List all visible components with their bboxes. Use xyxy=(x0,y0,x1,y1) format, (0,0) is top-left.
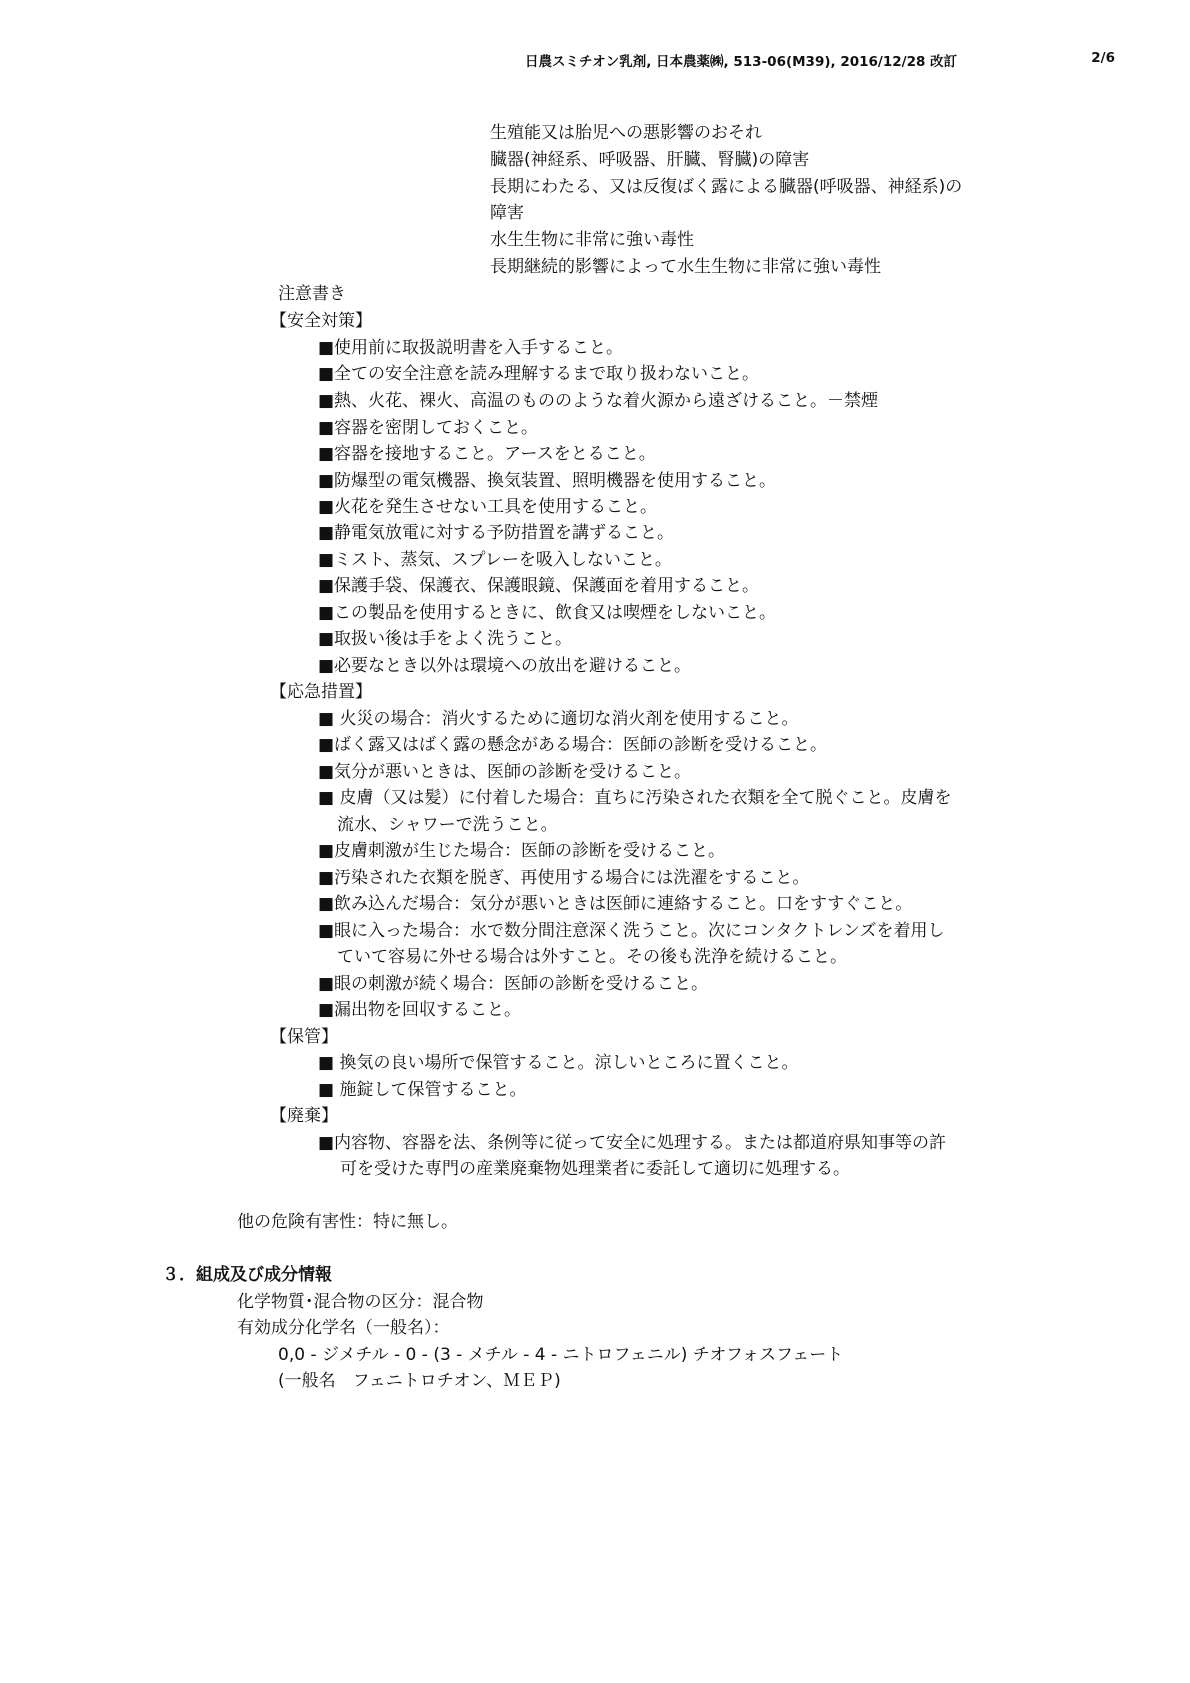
emergency-item: ■皮膚刺激が生じた場合：医師の診断を受けること。 xyxy=(318,841,726,861)
safety-item: ■保護手袋、保護衣、保護眼鏡、保護面を着用すること。 xyxy=(318,576,760,596)
hazard-statement: 障害 xyxy=(490,203,524,223)
safety-item: ■静電気放電に対する予防措置を講ずること。 xyxy=(318,523,675,543)
emergency-item: ■眼に入った場合：水で数分間注意深く洗うこと。次にコンタクトレンズを着用し xyxy=(318,921,945,941)
document-info: 日農スミチオン乳剤, 日本農薬㈱, 513-06(M39), 2016/12/28 改訂 xyxy=(525,54,958,70)
page-header xyxy=(525,50,1115,70)
emergency-item: ■漏出物を回収すること。 xyxy=(318,1000,522,1020)
emergency-item: ■気分が悪いときは、医師の診断を受けること。 xyxy=(318,762,692,782)
disposal-item: ■内容物、容器を法、条例等に従って安全に処理する。または都道府県知事等の許 xyxy=(318,1133,947,1153)
emergency-item: ■ばく露又はばく露の懸念がある場合：医師の診断を受けること。 xyxy=(318,735,828,755)
safety-item: ■容器を密閉しておくこと。 xyxy=(318,418,539,438)
emergency-item-continued: ていて容易に外せる場合は外すこと。その後も洗浄を続けること。 xyxy=(337,947,847,967)
disposal-heading: 【廃棄】 xyxy=(270,1106,338,1126)
safety-item: ■火花を発生させない工具を使用すること。 xyxy=(318,497,658,517)
other-hazards: 他の危険有害性：特に無し。 xyxy=(237,1212,458,1232)
emergency-item: ■ 皮膚（又は髪）に付着した場合：直ちに汚染された衣類を全て脱ぐこと。皮膚を xyxy=(318,788,952,808)
safety-item: ■この製品を使用するときに、飲食又は喫煙をしないこと。 xyxy=(318,603,777,623)
safety-item: ■熱、火花、裸火、高温のもののような着火源から遠ざけること。－禁煙 xyxy=(318,391,879,411)
safety-item: ■使用前に取扱説明書を入手すること。 xyxy=(318,338,624,358)
safety-heading: 【安全対策】 xyxy=(270,311,372,331)
section-3-title: ３．組成及び成分情報 xyxy=(162,1265,332,1285)
emergency-heading: 【応急措置】 xyxy=(270,682,372,702)
hazard-statement: 水生生物に非常に強い毒性 xyxy=(490,230,694,250)
precautionary-title: 注意書き xyxy=(278,284,346,304)
disposal-item-continued: 可を受けた専門の産業廃棄物処理業者に委託して適切に処理する。 xyxy=(340,1159,850,1179)
safety-item: ■全ての安全注意を読み理解するまで取り扱わないこと。 xyxy=(318,364,760,384)
safety-item: ■防爆型の電気機器、換気装置、照明機器を使用すること。 xyxy=(318,471,777,491)
safety-item: ■ミスト、蒸気、スプレーを吸入しないこと。 xyxy=(318,550,672,570)
storage-item: ■ 換気の良い場所で保管すること。涼しいところに置くこと。 xyxy=(318,1053,799,1073)
common-name: (一般名 フェニトロチオン、ＭＥＰ) xyxy=(278,1371,561,1391)
emergency-item: ■汚染された衣類を脱ぎ、再使用する場合には洗濯をすること。 xyxy=(318,868,810,888)
chemical-name: 0,0 - ジメチル - 0 - (3 - メチル - 4 - ニトロフェニル) チオフォスフェート xyxy=(278,1345,844,1365)
hazard-statement: 生殖能又は胎児への悪影響のおそれ xyxy=(490,123,762,143)
hazard-statement: 臓器(神経系、呼吸器、肝臓、腎臓)の障害 xyxy=(490,150,810,170)
safety-item: ■必要なとき以外は環境への放出を避けること。 xyxy=(318,656,692,676)
storage-item: ■ 施錠して保管すること。 xyxy=(318,1080,527,1100)
storage-heading: 【保管】 xyxy=(270,1027,338,1047)
emergency-item: ■ 火災の場合：消火するために適切な消火剤を使用すること。 xyxy=(318,709,799,729)
substance-classification: 化学物質･混合物の区分：混合物 xyxy=(237,1292,484,1312)
page-number: 2/6 xyxy=(1091,50,1115,66)
hazard-statement: 長期にわたる、又は反復ばく露による臓器(呼吸器、神経系)の xyxy=(490,177,963,197)
emergency-item-continued: 流水、シャワーで洗うこと。 xyxy=(337,815,558,835)
safety-item: ■取扱い後は手をよく洗うこと。 xyxy=(318,629,573,649)
emergency-item: ■飲み込んだ場合：気分が悪いときは医師に連絡すること。口をすすぐこと。 xyxy=(318,894,913,914)
emergency-item: ■眼の刺激が続く場合：医師の診断を受けること。 xyxy=(318,974,709,994)
hazard-statement: 長期継続的影響によって水生生物に非常に強い毒性 xyxy=(490,257,881,277)
safety-item: ■容器を接地すること。アースをとること。 xyxy=(318,444,656,464)
chemical-name-label: 有効成分化学名（一般名）： xyxy=(237,1318,450,1338)
